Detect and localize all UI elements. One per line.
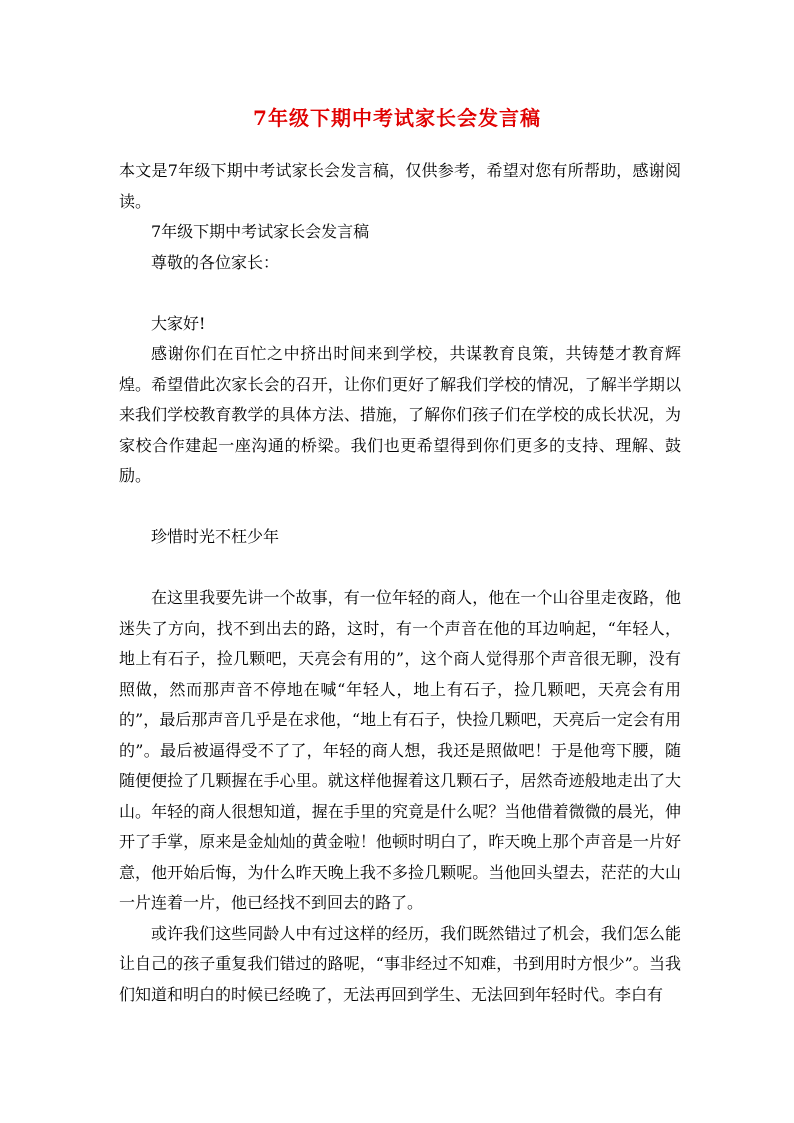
intro-paragraph: 本文是7年级下期中考试家长会发言稿，仅供参考，希望对您有所帮助，感谢阅读。 [119,161,681,211]
body-paragraph: 感谢你们在百忙之中挤出时间来到学校，共谋教育良策，共铸楚才教育辉煌。希望借此次家长会的召开，让你们更好了解我们学校的情况，了解半学期以来我们学校教育教学的具体方法、措施，了解你们孩子们在学校的成长状况，为家校合作建起一座沟通的桥梁。我们也更希望得到你们更多的支持、理解、鼓励。 [119,344,681,485]
document-body [119,156,681,1010]
blank-line [119,553,681,584]
blank-line [119,278,681,309]
blank-line [119,492,681,523]
body-paragraph: 在这里我要先讲一个故事，有一位年轻的商人，他在一个山谷里走夜路，他迷失了方向，找不到出去的路，这时，有一个声音在他的耳边响起，“年轻人，地上有石子，捡几颗吧，天亮会有用的”，这个商人觉得那个声音很无聊，没有照做，然而那声音不停地在喊“年轻人，地上有石子，捡几颗吧，天亮会有用的”，最后那声音几乎是在求他，“地上有石子，快捡几颗吧，天亮后一定会有用的”。最后被逼得受不了了，年轻的商人想，我还是照做吧！于是他弯下腰，随随便便捡了几颗握在手心里。就这样他握着这几颗石子，居然奇迹般地走出了大山。年轻的商人很想知道，握在手里的究竟是什么呢？当他借着微微的晨光，伸开了手掌，原来是金灿灿的黄金啦！他顿时明白了，昨天晚上那个声音是一片好意，他开始后悔，为什么昨天晚上我不多捡几颗呢。当他回头望去，茫茫的大山一片连着一片，他已经找不到回去的路了。 [119,588,681,912]
speech-heading: 7年级下期中考试家长会发言稿 [151,222,370,241]
body-paragraph: 或许我们这些同龄人中有过这样的经历，我们既然错过了机会，我们怎么能让自己的孩子重复我们错过的路呢，“事非经过不知难，书到用时方恨少”。当我们知道和明白的时候已经晚了，无法再回到学生、无法回到年轻时代。李白有 [119,923,681,1004]
document-title: 7年级下期中考试家长会发言稿 [253,106,541,130]
salutation: 尊敬的各位家长： [151,252,280,272]
greeting: 大家好! [151,313,206,333]
section-heading: 珍惜时光不枉少年 [151,527,280,546]
